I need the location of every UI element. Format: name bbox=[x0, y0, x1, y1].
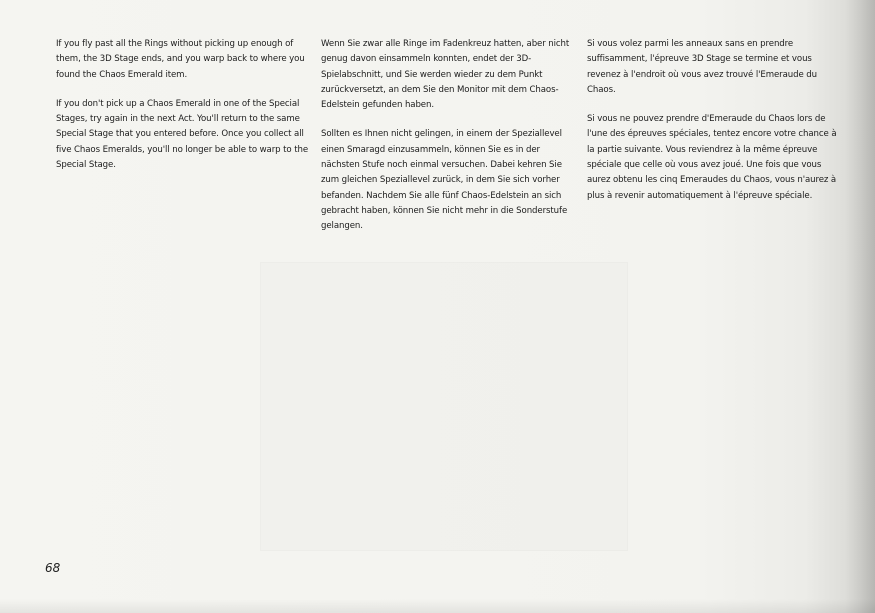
book-spine-shadow bbox=[845, 0, 875, 613]
page-number: 68 bbox=[45, 561, 61, 575]
english-paragraph-1: If you fly past all the Rings without picking up enough of them, the 3D Stage ends, and you warp back to where you found the Chaos Emerald item. bbox=[56, 39, 305, 80]
english-column bbox=[56, 37, 308, 187]
french-paragraph-1: Si vous volez parmi les anneaux sans en prendre suffisamment, l'épreuve 3D Stage se termine et vous revenez à l'endroit où vous avez trouvé l'Emeraude du Chaos. bbox=[587, 39, 818, 95]
faded-image-area bbox=[260, 262, 628, 551]
french-column bbox=[587, 37, 839, 218]
english-paragraph-2: If you don't pick up a Chaos Emerald in one of the Special Stages, try again in the next Act. You'll return to the same Special Stage that you entered before. Once you collect all five Chaos Emeralds, you'll no longer be able to warp to the Special Stage. bbox=[56, 98, 309, 171]
german-column bbox=[321, 37, 571, 249]
german-paragraph-1: Wenn Sie zwar alle Ringe im Fadenkreuz hatten, aber nicht genug davon einsammeln konnten, endet der 3D-Spielabschnitt, und Sie werden wieder zu dem Punkt zurückversetzt, an dem Sie den Monitor mit dem Chaos-Edelstein gefunden haben. bbox=[321, 39, 570, 111]
french-paragraph-2: Si vous ne pouvez prendre d'Emeraude du Chaos lors de l'une des épreuves spéciales, tentez encore votre chance à la partie suivante. Vous reviendrez à la même épreuve spéciale que celle où vous avez joué. Une fois que vous aurez obtenu les cinq Emeraudes du Chaos, vous n'aurez à plus à revenir automatiquement à l'épreuve spéciale. bbox=[587, 114, 837, 201]
german-paragraph-2: Sollten es Ihnen nicht gelingen, in einem der Speziallevel einen Smaragd einzusammeln, können Sie es in der nächsten Stufe noch einmal versuchen. Dabei kehren Sie zum gleichen Speziallevel zurück, in dem Sie sich vorher befanden. Nachdem Sie alle fünf Chaos-Edelstein an sich gebracht haben, können Sie nicht mehr in die Sonderstufe gelangen. bbox=[321, 129, 568, 232]
page-bottom-edge bbox=[0, 599, 875, 613]
